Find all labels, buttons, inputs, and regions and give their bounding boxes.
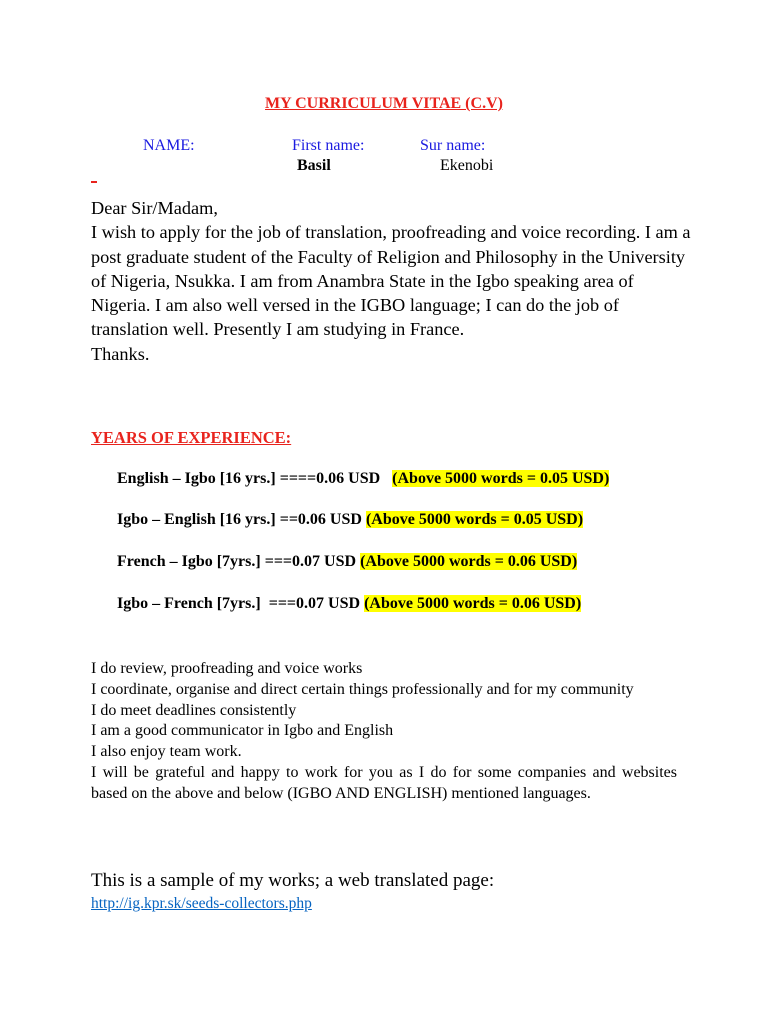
letter-body: I wish to apply for the job of translation, proofreading and voice recording. I am a post graduate student of the Faculty of Religion and Philosophy in the University of Nigeria, Nsukka. I am from Anambra State in the Igbo speaking area of Nigeria. I am also well versed in the IGBO language; I can do the job of translation well. Presently I am studying in France. <box>91 222 691 340</box>
surname-label: Sur name: <box>420 137 486 154</box>
rate-row <box>117 595 581 613</box>
rate-highlight: (Above 5000 words = 0.06 USD) <box>364 595 582 612</box>
first-name-value: Basil <box>297 157 331 174</box>
cover-letter <box>91 196 691 366</box>
list-item: I coordinate, organise and direct certain things professionally and for my community <box>91 680 634 698</box>
surname-value: Ekenobi <box>440 157 494 174</box>
rate-row <box>117 553 577 571</box>
rate-text: Igbo – French [7yrs.] ===0.07 USD <box>117 595 361 612</box>
rate-text: English – Igbo [16 yrs.] ====0.06 USD <box>117 470 381 487</box>
page-title: MY CURRICULUM VITAE (C.V) <box>265 95 503 112</box>
sample-link[interactable]: http://ig.kpr.sk/seeds-collectors.php <box>91 895 312 912</box>
red-mark <box>91 181 97 183</box>
rate-row <box>117 470 609 488</box>
list-item: I do review, proofreading and voice works <box>91 660 363 677</box>
closing: Thanks. <box>91 343 150 364</box>
rate-highlight: (Above 5000 words = 0.05 USD) <box>392 470 610 487</box>
sample-text: This is a sample of my works; a web translated page: <box>91 870 495 891</box>
list-item: I also enjoy team work. <box>91 743 242 761</box>
rate-text: Igbo – English [16 yrs.] ==0.06 USD <box>117 511 362 528</box>
list-item: I will be grateful and happy to work for you as I do for some companies and websites based on the above and below (IGBO AND ENGLISH) mentioned languages. <box>91 763 677 802</box>
list-item: I am a good communicator in Igbo and English <box>91 722 394 740</box>
rate-highlight: (Above 5000 words = 0.06 USD) <box>360 553 578 570</box>
list-item: I do meet deadlines consistently <box>91 701 297 719</box>
skills-list <box>91 659 677 805</box>
experience-heading: YEARS OF EXPERIENCE: <box>91 428 292 447</box>
name-label: NAME: <box>143 137 195 154</box>
rate-highlight: (Above 5000 words = 0.05 USD) <box>365 511 584 528</box>
first-name-label: First name: <box>292 137 365 154</box>
rate-text: French – Igbo [7yrs.] ===0.07 USD <box>117 553 357 570</box>
rate-row <box>117 511 583 529</box>
greeting: Dear Sir/Madam, <box>91 198 218 218</box>
